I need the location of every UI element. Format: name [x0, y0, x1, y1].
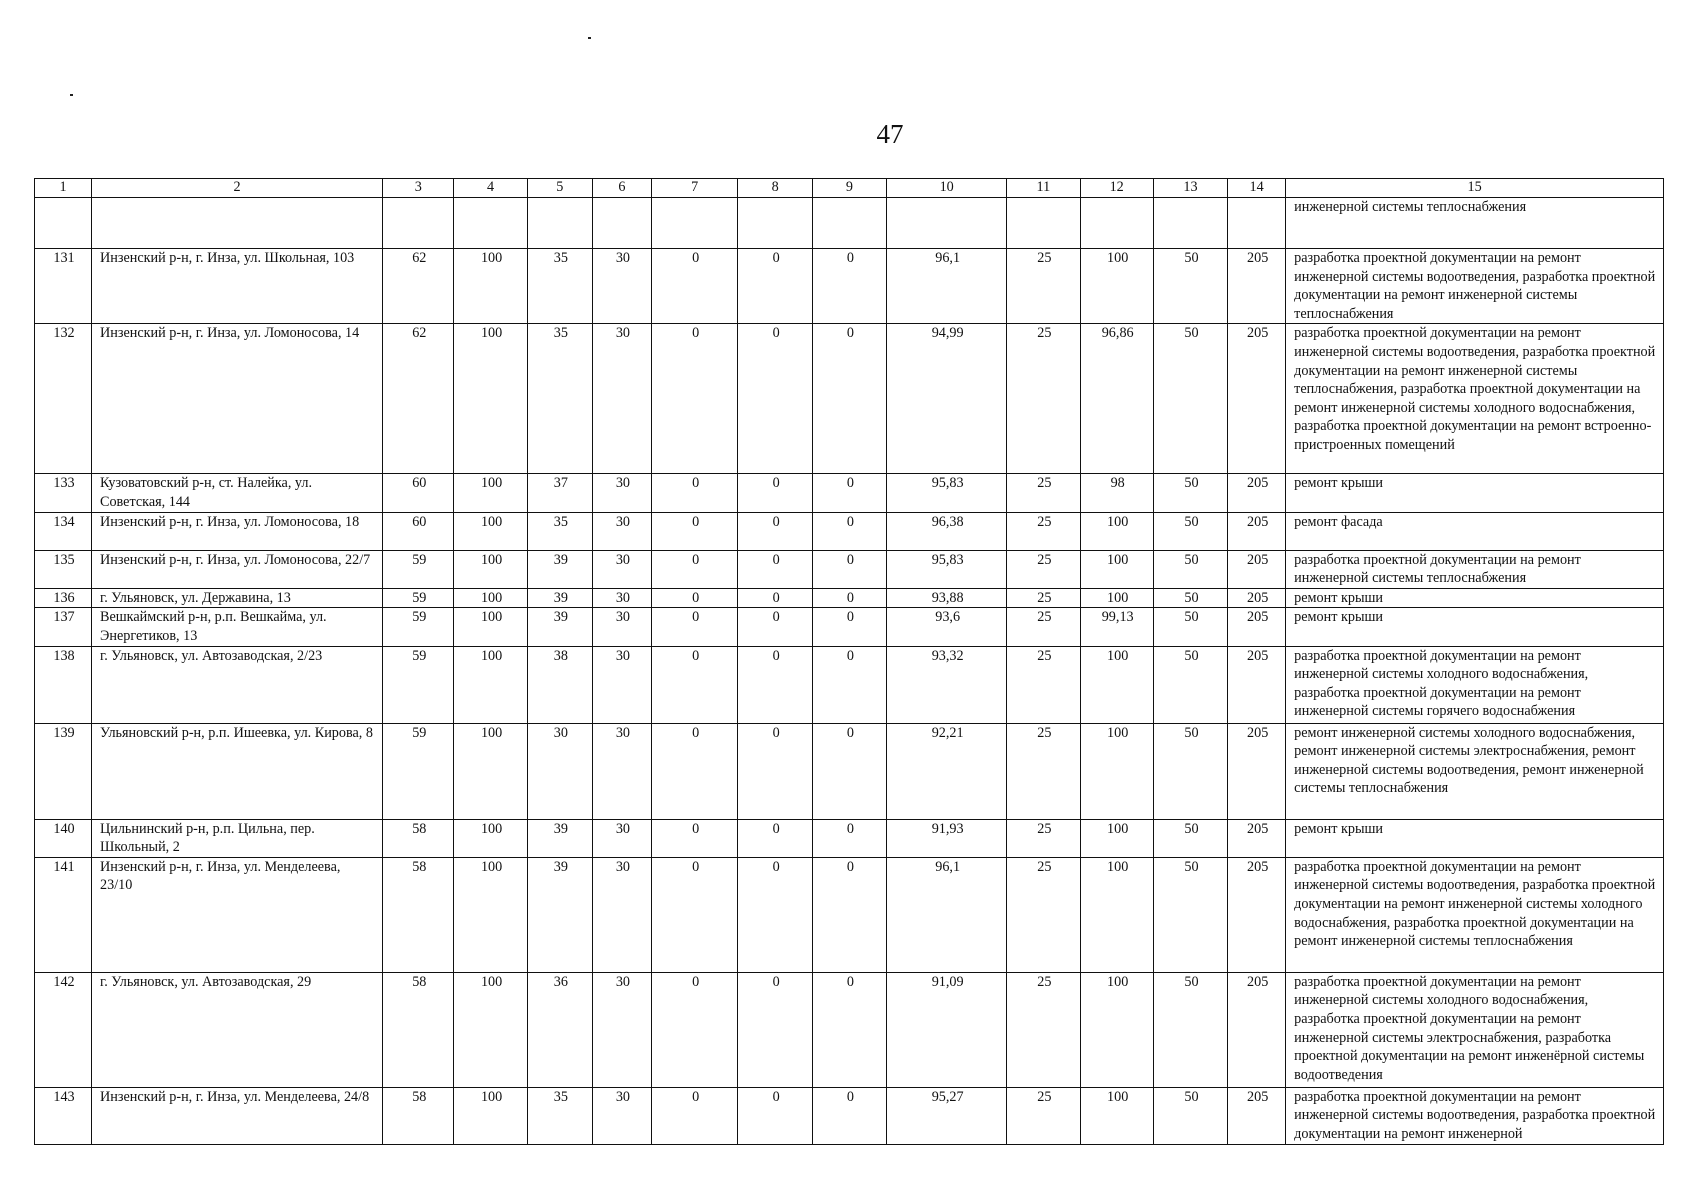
cell-col-6: 30 — [592, 608, 651, 646]
cell-col-4: 100 — [454, 249, 527, 324]
cell-col-14: 205 — [1228, 646, 1286, 723]
column-number-header: 2 — [92, 179, 383, 198]
cell-col-13: 50 — [1153, 608, 1227, 646]
cell-col-8 — [738, 198, 812, 249]
table-row — [35, 249, 1664, 324]
cell-work-description: разработка проектной документации на ремонт инженерной системы холодного водоснабжения, разработка проектной документации на ремонт инженерной системы электроснабжения, разработка проектной документации на ремонт инженёрной системы водоотведения — [1286, 972, 1664, 1087]
cell-col-11: 25 — [1007, 249, 1080, 324]
cell-row-number: 142 — [35, 972, 92, 1087]
cell-col-4: 100 — [454, 550, 527, 588]
cell-col-7: 0 — [651, 857, 738, 972]
cell-col-3: 58 — [383, 972, 454, 1087]
cell-col-12: 99,13 — [1080, 608, 1153, 646]
cell-address: Инзенский р-н, г. Инза, ул. Ломоносова, 14 — [92, 324, 383, 474]
cell-col-11: 25 — [1007, 972, 1080, 1087]
cell-col-12: 100 — [1080, 857, 1153, 972]
column-number-header: 11 — [1007, 179, 1080, 198]
cell-col-4: 100 — [454, 972, 527, 1087]
cell-col-7: 0 — [651, 512, 738, 550]
cell-col-5 — [527, 198, 592, 249]
cell-col-9: 0 — [812, 608, 886, 646]
cell-row-number: 138 — [35, 646, 92, 723]
cell-col-7: 0 — [651, 249, 738, 324]
column-number-header: 1 — [35, 179, 92, 198]
cell-work-description: ремонт фасада — [1286, 512, 1664, 550]
cell-address: г. Ульяновск, ул. Державина, 13 — [92, 588, 383, 608]
cell-col-5: 35 — [527, 1087, 592, 1144]
cell-col-9: 0 — [812, 819, 886, 857]
table-row — [35, 972, 1664, 1087]
cell-col-14: 205 — [1228, 819, 1286, 857]
cell-work-description: инженерной системы теплоснабжения — [1286, 198, 1664, 249]
cell-col-5: 35 — [527, 512, 592, 550]
cell-col-9: 0 — [812, 972, 886, 1087]
cell-col-5: 35 — [527, 249, 592, 324]
cell-col-3: 59 — [383, 646, 454, 723]
cell-col-6: 30 — [592, 972, 651, 1087]
cell-col-13: 50 — [1153, 550, 1227, 588]
cell-col-6: 30 — [592, 474, 651, 512]
cell-col-4: 100 — [454, 646, 527, 723]
cell-col-9: 0 — [812, 588, 886, 608]
column-number-header: 10 — [887, 179, 1007, 198]
cell-col-14 — [1228, 198, 1286, 249]
cell-work-description: ремонт инженерной системы холодного водоснабжения, ремонт инженерной системы электроснабжения, ремонт инженерной системы водоотведения, ремонт инженерной системы теплоснабжения — [1286, 723, 1664, 819]
cell-col-12: 100 — [1080, 723, 1153, 819]
cell-row-number: 137 — [35, 608, 92, 646]
cell-row-number: 136 — [35, 588, 92, 608]
cell-col-6: 30 — [592, 723, 651, 819]
cell-col-12: 100 — [1080, 819, 1153, 857]
cell-col-6: 30 — [592, 324, 651, 474]
table-row — [35, 819, 1664, 857]
cell-col-13: 50 — [1153, 1087, 1227, 1144]
cell-col-10: 91,09 — [887, 972, 1007, 1087]
cell-col-4: 100 — [454, 324, 527, 474]
cell-col-8: 0 — [738, 723, 812, 819]
cell-work-description: разработка проектной документации на ремонт инженерной системы водоотведения, разработка проектной документации на ремонт инженерной системы холодного водоснабжения, разработка проектной документации на ремонт инженерной системы теплоснабжения — [1286, 857, 1664, 972]
cell-col-3: 59 — [383, 608, 454, 646]
scan-speck — [70, 94, 73, 96]
table-row — [35, 588, 1664, 608]
cell-col-8: 0 — [738, 972, 812, 1087]
cell-address: Кузоватовский р-н, ст. Налейка, ул. Советская, 144 — [92, 474, 383, 512]
column-number-row — [35, 179, 1664, 198]
cell-col-14: 205 — [1228, 857, 1286, 972]
cell-col-14: 205 — [1228, 723, 1286, 819]
cell-work-description: разработка проектной документации на ремонт инженерной системы водоотведения, разработка проектной документации на ремонт инженерной системы теплоснабжения — [1286, 249, 1664, 324]
cell-col-10: 93,6 — [887, 608, 1007, 646]
cell-col-11: 25 — [1007, 646, 1080, 723]
cell-col-11: 25 — [1007, 857, 1080, 972]
page-number: 47 — [876, 119, 904, 149]
table-row — [35, 857, 1664, 972]
cell-col-11: 25 — [1007, 608, 1080, 646]
cell-col-12: 100 — [1080, 646, 1153, 723]
cell-col-10: 95,83 — [887, 474, 1007, 512]
cell-col-13: 50 — [1153, 512, 1227, 550]
cell-row-number: 143 — [35, 1087, 92, 1144]
cell-col-7: 0 — [651, 608, 738, 646]
cell-col-6 — [592, 198, 651, 249]
cell-col-9: 0 — [812, 646, 886, 723]
cell-col-10: 92,21 — [887, 723, 1007, 819]
cell-col-12: 98 — [1080, 474, 1153, 512]
cell-col-8: 0 — [738, 550, 812, 588]
cell-col-3: 60 — [383, 512, 454, 550]
cell-col-13: 50 — [1153, 588, 1227, 608]
cell-col-8: 0 — [738, 1087, 812, 1144]
cell-col-4: 100 — [454, 608, 527, 646]
cell-col-4: 100 — [454, 588, 527, 608]
cell-col-4: 100 — [454, 512, 527, 550]
cell-col-4: 100 — [454, 857, 527, 972]
cell-col-8: 0 — [738, 857, 812, 972]
cell-col-13: 50 — [1153, 249, 1227, 324]
cell-address: г. Ульяновск, ул. Автозаводская, 2/23 — [92, 646, 383, 723]
cell-row-number: 134 — [35, 512, 92, 550]
cell-col-3: 58 — [383, 1087, 454, 1144]
cell-col-11: 25 — [1007, 474, 1080, 512]
cell-col-8: 0 — [738, 646, 812, 723]
cell-col-4: 100 — [454, 1087, 527, 1144]
table-body — [35, 198, 1664, 1145]
cell-col-6: 30 — [592, 857, 651, 972]
cell-col-3: 58 — [383, 857, 454, 972]
column-number-header: 6 — [592, 179, 651, 198]
cell-col-5: 30 — [527, 723, 592, 819]
cell-col-5: 37 — [527, 474, 592, 512]
cell-col-10: 94,99 — [887, 324, 1007, 474]
cell-col-7: 0 — [651, 550, 738, 588]
cell-col-6: 30 — [592, 512, 651, 550]
cell-col-6: 30 — [592, 819, 651, 857]
cell-col-9: 0 — [812, 249, 886, 324]
cell-col-9: 0 — [812, 474, 886, 512]
scan-speck — [588, 37, 591, 39]
cell-col-14: 205 — [1228, 550, 1286, 588]
cell-col-7: 0 — [651, 819, 738, 857]
cell-col-14: 205 — [1228, 972, 1286, 1087]
cell-col-5: 39 — [527, 819, 592, 857]
table-row — [35, 1087, 1664, 1144]
cell-col-14: 205 — [1228, 588, 1286, 608]
cell-address: Ульяновский р-н, р.п. Ишеевка, ул. Кирова, 8 — [92, 723, 383, 819]
cell-col-13: 50 — [1153, 723, 1227, 819]
cell-work-description: ремонт крыши — [1286, 608, 1664, 646]
cell-col-14: 205 — [1228, 324, 1286, 474]
table-row — [35, 474, 1664, 512]
cell-col-13: 50 — [1153, 972, 1227, 1087]
objects-table — [34, 178, 1664, 1145]
column-number-header: 15 — [1286, 179, 1664, 198]
cell-col-9: 0 — [812, 512, 886, 550]
cell-row-number: 131 — [35, 249, 92, 324]
cell-col-11: 25 — [1007, 324, 1080, 474]
cell-col-10: 96,1 — [887, 857, 1007, 972]
cell-col-9: 0 — [812, 1087, 886, 1144]
cell-address: Инзенский р-н, г. Инза, ул. Школьная, 103 — [92, 249, 383, 324]
table-row — [35, 608, 1664, 646]
cell-col-12: 100 — [1080, 972, 1153, 1087]
cell-col-6: 30 — [592, 588, 651, 608]
cell-col-12: 100 — [1080, 588, 1153, 608]
column-number-header: 8 — [738, 179, 812, 198]
cell-col-9: 0 — [812, 723, 886, 819]
cell-col-13 — [1153, 198, 1227, 249]
cell-col-12: 100 — [1080, 249, 1153, 324]
cell-col-5: 35 — [527, 324, 592, 474]
cell-col-4 — [454, 198, 527, 249]
column-number-header: 4 — [454, 179, 527, 198]
cell-work-description: разработка проектной документации на ремонт инженерной системы теплоснабжения — [1286, 550, 1664, 588]
cell-col-3 — [383, 198, 454, 249]
cell-col-10: 91,93 — [887, 819, 1007, 857]
cell-row-number: 135 — [35, 550, 92, 588]
cell-col-3: 62 — [383, 249, 454, 324]
cell-col-13: 50 — [1153, 857, 1227, 972]
column-number-header: 14 — [1228, 179, 1286, 198]
cell-col-8: 0 — [738, 608, 812, 646]
cell-col-10 — [887, 198, 1007, 249]
cell-col-7: 0 — [651, 1087, 738, 1144]
cell-col-12: 100 — [1080, 550, 1153, 588]
cell-col-8: 0 — [738, 819, 812, 857]
cell-col-7: 0 — [651, 474, 738, 512]
cell-col-12: 100 — [1080, 1087, 1153, 1144]
cell-col-3: 62 — [383, 324, 454, 474]
cell-col-11 — [1007, 198, 1080, 249]
cell-col-7: 0 — [651, 588, 738, 608]
cell-col-14: 205 — [1228, 608, 1286, 646]
cell-col-4: 100 — [454, 819, 527, 857]
column-number-header: 3 — [383, 179, 454, 198]
cell-col-7: 0 — [651, 972, 738, 1087]
cell-col-12: 96,86 — [1080, 324, 1153, 474]
cell-col-11: 25 — [1007, 819, 1080, 857]
cell-col-12: 100 — [1080, 512, 1153, 550]
cell-col-9 — [812, 198, 886, 249]
cell-col-5: 39 — [527, 608, 592, 646]
cell-col-13: 50 — [1153, 646, 1227, 723]
cell-col-8: 0 — [738, 512, 812, 550]
cell-col-10: 93,88 — [887, 588, 1007, 608]
cell-row-number: 139 — [35, 723, 92, 819]
table-row — [35, 550, 1664, 588]
cell-col-13: 50 — [1153, 819, 1227, 857]
cell-col-8: 0 — [738, 474, 812, 512]
cell-work-description: ремонт крыши — [1286, 819, 1664, 857]
cell-col-13: 50 — [1153, 324, 1227, 474]
cell-col-10: 95,27 — [887, 1087, 1007, 1144]
cell-col-6: 30 — [592, 646, 651, 723]
cell-col-10: 96,38 — [887, 512, 1007, 550]
cell-address — [92, 198, 383, 249]
cell-address: Инзенский р-н, г. Инза, ул. Менделеева, 24/8 — [92, 1087, 383, 1144]
cell-col-14: 205 — [1228, 249, 1286, 324]
cell-work-description: разработка проектной документации на ремонт инженерной системы холодного водоснабжения, разработка проектной документации на ремонт инженерной системы горячего водоснабжения — [1286, 646, 1664, 723]
column-number-header: 5 — [527, 179, 592, 198]
cell-col-5: 39 — [527, 857, 592, 972]
cell-col-11: 25 — [1007, 723, 1080, 819]
cell-col-8: 0 — [738, 324, 812, 474]
table-row — [35, 324, 1664, 474]
cell-row-number: 140 — [35, 819, 92, 857]
cell-col-5: 39 — [527, 550, 592, 588]
cell-col-14: 205 — [1228, 512, 1286, 550]
cell-col-14: 205 — [1228, 474, 1286, 512]
column-number-header: 7 — [651, 179, 738, 198]
cell-col-8: 0 — [738, 588, 812, 608]
column-number-header: 9 — [812, 179, 886, 198]
cell-col-14: 205 — [1228, 1087, 1286, 1144]
cell-col-11: 25 — [1007, 1087, 1080, 1144]
cell-work-description: разработка проектной документации на ремонт инженерной системы водоотведения, разработка проектной документации на ремонт инженерной системы теплоснабжения, разработка проектной документации на ремонт инженерной системы холодного водоснабжения, разработка проектной документации на ремонт встроенно-пристроенных помещений — [1286, 324, 1664, 474]
cell-col-7: 0 — [651, 723, 738, 819]
cell-col-5: 39 — [527, 588, 592, 608]
cell-row-number: 132 — [35, 324, 92, 474]
cell-col-10: 93,32 — [887, 646, 1007, 723]
cell-col-12 — [1080, 198, 1153, 249]
cell-col-11: 25 — [1007, 512, 1080, 550]
cell-col-3: 59 — [383, 723, 454, 819]
column-number-header: 13 — [1153, 179, 1227, 198]
cell-col-6: 30 — [592, 249, 651, 324]
cell-address: Инзенский р-н, г. Инза, ул. Ломоносова, 22/7 — [92, 550, 383, 588]
cell-col-11: 25 — [1007, 550, 1080, 588]
table-row — [35, 646, 1664, 723]
cell-address: г. Ульяновск, ул. Автозаводская, 29 — [92, 972, 383, 1087]
cell-row-number: 141 — [35, 857, 92, 972]
cell-col-9: 0 — [812, 324, 886, 474]
cell-col-9: 0 — [812, 550, 886, 588]
cell-col-3: 60 — [383, 474, 454, 512]
cell-col-6: 30 — [592, 550, 651, 588]
cell-col-8: 0 — [738, 249, 812, 324]
cell-address: Вешкаймский р-н, р.п. Вешкайма, ул. Энергетиков, 13 — [92, 608, 383, 646]
cell-row-number: 133 — [35, 474, 92, 512]
cell-work-description: разработка проектной документации на ремонт инженерной системы водоотведения, разработка проектной документации на ремонт инженерной — [1286, 1087, 1664, 1144]
cell-col-10: 96,1 — [887, 249, 1007, 324]
cell-col-5: 38 — [527, 646, 592, 723]
cell-row-number — [35, 198, 92, 249]
cell-col-7 — [651, 198, 738, 249]
column-number-header: 12 — [1080, 179, 1153, 198]
cell-col-7: 0 — [651, 646, 738, 723]
cell-col-3: 59 — [383, 588, 454, 608]
table-row — [35, 198, 1664, 249]
cell-col-13: 50 — [1153, 474, 1227, 512]
cell-address: Инзенский р-н, г. Инза, ул. Ломоносова, 18 — [92, 512, 383, 550]
table-row — [35, 512, 1664, 550]
cell-col-3: 59 — [383, 550, 454, 588]
cell-col-9: 0 — [812, 857, 886, 972]
cell-col-3: 58 — [383, 819, 454, 857]
table-row — [35, 723, 1664, 819]
cell-address: Цильнинский р-н, р.п. Цильна, пер. Школьный, 2 — [92, 819, 383, 857]
cell-work-description: ремонт крыши — [1286, 474, 1664, 512]
cell-col-11: 25 — [1007, 588, 1080, 608]
cell-col-7: 0 — [651, 324, 738, 474]
cell-work-description: ремонт крыши — [1286, 588, 1664, 608]
cell-address: Инзенский р-н, г. Инза, ул. Менделеева, 23/10 — [92, 857, 383, 972]
cell-col-6: 30 — [592, 1087, 651, 1144]
cell-col-4: 100 — [454, 723, 527, 819]
cell-col-5: 36 — [527, 972, 592, 1087]
cell-col-4: 100 — [454, 474, 527, 512]
cell-col-10: 95,83 — [887, 550, 1007, 588]
